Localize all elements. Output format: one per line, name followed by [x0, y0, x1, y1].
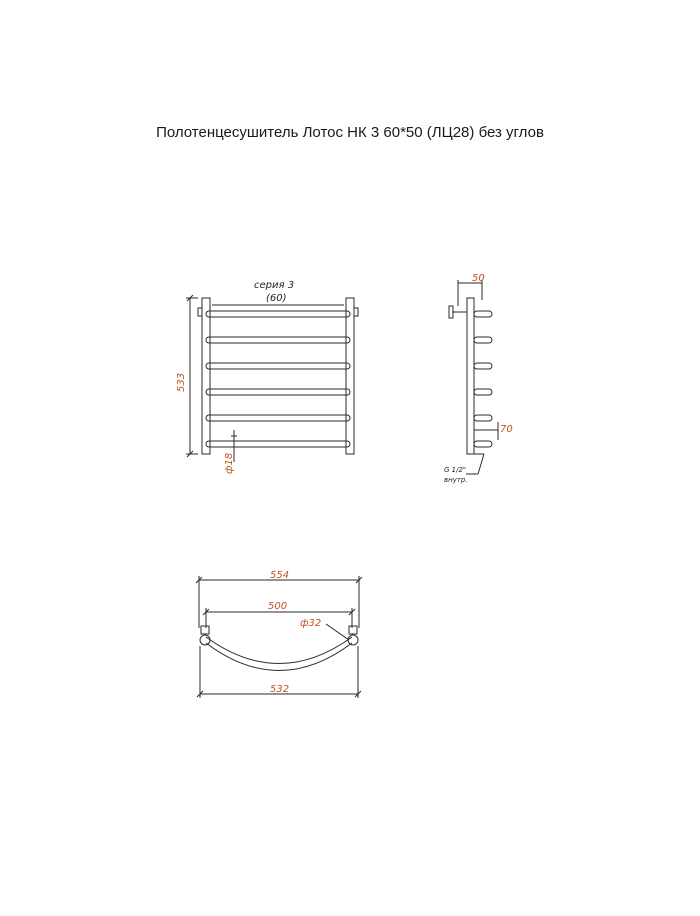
right-wall-mount	[349, 626, 357, 634]
rung-stub	[474, 441, 492, 447]
center-distance-text: 500	[268, 601, 288, 612]
depth-top-text: 50	[472, 273, 485, 284]
rung-stub	[474, 363, 492, 369]
right-post	[346, 298, 354, 454]
thread-type: внутр.	[444, 476, 468, 484]
tube-diameter-text: ф18	[224, 452, 235, 474]
rung-stub	[474, 389, 492, 395]
depth-bottom-text: 70	[500, 424, 513, 435]
rung	[206, 311, 350, 317]
overall-width-text: 554	[270, 570, 290, 581]
rung-stubs	[474, 311, 492, 447]
front-view	[186, 295, 358, 462]
left-bracket	[198, 308, 202, 316]
rungs	[206, 311, 350, 447]
side-view	[449, 280, 498, 474]
pipe-diameter-text: ф32	[300, 618, 322, 629]
rung	[206, 337, 350, 343]
series-label: серия 3	[254, 280, 295, 291]
top-view	[196, 576, 362, 698]
thread-label: G 1/2"	[444, 466, 467, 474]
rung	[206, 415, 350, 421]
left-post	[202, 298, 210, 454]
right-post-circle	[348, 635, 358, 645]
left-wall-mount	[201, 626, 209, 634]
height-dim-text: 533	[176, 372, 187, 392]
right-bracket	[354, 308, 358, 316]
rung	[206, 389, 350, 395]
rung	[206, 441, 350, 447]
rung-stub	[474, 337, 492, 343]
base-width-text: 532	[270, 684, 290, 695]
rung-arc-inner	[206, 643, 352, 671]
left-post-circle	[200, 635, 210, 645]
rung-arc-outer	[206, 637, 352, 664]
series-width: (60)	[266, 293, 287, 304]
rung-stub	[474, 415, 492, 421]
thread-leader	[478, 454, 484, 474]
rung-stub	[474, 311, 492, 317]
pipe-diameter-leader	[326, 624, 349, 640]
side-post	[467, 298, 474, 454]
page-title: Полотенцесушитель Лотос НК 3 60*50 (ЛЦ28) без углов	[156, 124, 544, 141]
rung	[206, 363, 350, 369]
